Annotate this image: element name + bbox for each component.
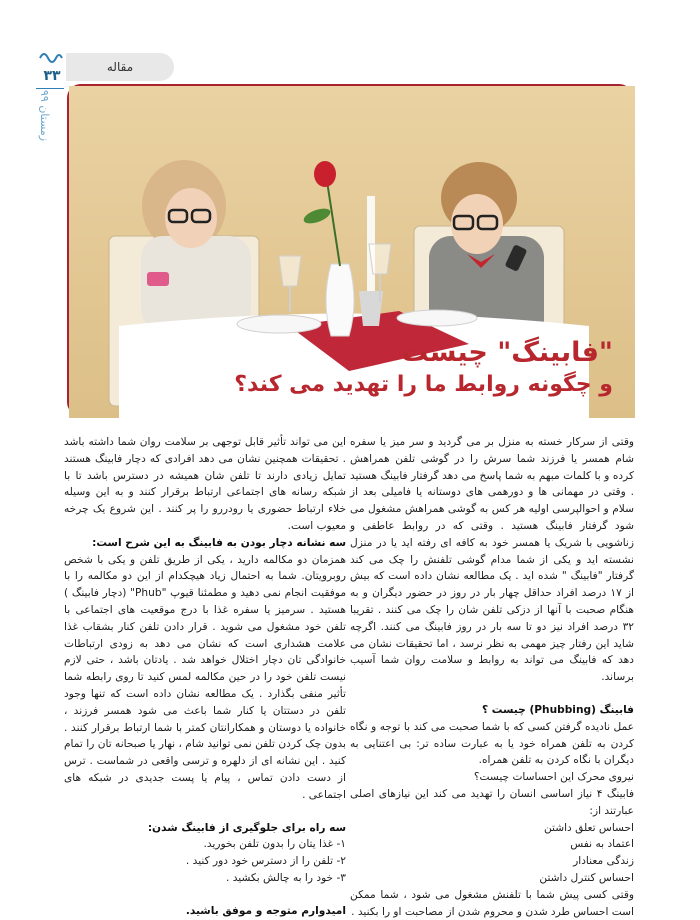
- list-item: ۳- خود را به چالش بکشید .: [225, 871, 346, 884]
- subheading: سه نشانه دچار بودن به فابینگ به این شرح است:: [92, 536, 346, 549]
- paragraph: همزمان دو مکالمه دارید ، یکی از طریق تلفن و یکی با شخص روبرویتان. شما به احتمال زیاد هیچکدام از این دو مکالمه را با موفقیت انجام نمی دهید و مطمئنا قیوپ "Phub" (دچار فابینگ ) هستید . سرمیز یا سفره غذا با درج موقعیت های اجتماعی با تلفن خود مشغول می شوید . قرار دادن تلفن کنار بشقاب غذا علامت هشداری است که نشان می دهد به زودی ارتباطات خانوادگی تان دچار اختلال خواهد شد . یادتان باشد ، حتی لازم نیست تلفن خود را در حین مکالمه لمس کنید تا روی رابطه شما تأثیر منفی بگذارد . یک مطالعه نشان داده است که تنها وجود تلفن در دستتان یا کنار شما باعث می شود همسر فرزند ، خانواده یا دوستان و همکارانتان کمتر با شما ارتباط برقرار کنند . بدون چک کردن تلفن نمی توانید شام ، نهار یا صبحانه تان را تمام کنید . این نشانه ای از دلهره و ترسی واقعی در شماست . ترس از دست دادن تماس ، پیام یا پست جدیدی در شبکه های اجتماعی .: [64, 553, 347, 801]
- page-number: ۳۳: [43, 68, 61, 84]
- headline-line-1: "فابینگ" چیست: [401, 337, 613, 368]
- section-label: مقاله: [66, 53, 174, 81]
- closing-line: امیدوارم متوجه و موفق باشید.: [185, 904, 346, 917]
- list-item: اعتماد به نفس: [570, 838, 634, 851]
- paragraph: فابینگ ۴ نیاز اساسی انسان را تهدید می کند این نیازهای اصلی عبارتند از:: [350, 787, 635, 817]
- magazine-logo-icon: [38, 48, 64, 62]
- list-item: احساس تعلق داشتن: [543, 821, 634, 834]
- paragraph: این می تواند تأثیر قابل توجهی بر سلامت روان شما داشته باشد . تحقیقات همچنین نشان می دهد افرادی که دچار فابینگ هستند تمایل زیادی دارند تا تلفن شان همیشه در دسترس باشد تا با شبکه رسانه های اجتماعی ارتباط برقرار کنند و به این وسیله خلاء ارتباط حضوری یا رودررو را پر کنند . این شروع یک چرخه معیوب است.: [64, 436, 346, 532]
- issue-date: زمستان ۹۹: [38, 90, 51, 142]
- article-column-left: [64, 434, 346, 920]
- article-column-right: [350, 434, 634, 920]
- subheading: فابینگ (Phubbing) چیست ؟: [481, 703, 634, 716]
- list-item: احساس کنترل داشتن: [539, 871, 634, 884]
- hero-image: [67, 84, 633, 416]
- list-item: زندگی معنادار: [573, 855, 634, 868]
- list-item: ۱- غذا یتان را بدون تلفن بخورید.: [203, 838, 346, 851]
- paragraph: نیروی محرک این احساسات چیست؟: [473, 771, 634, 784]
- page-number-rule: [36, 88, 64, 89]
- paragraph: وقتی از سرکار خسته به منزل بر می گردید و سر میز یا سفره شام همسر یا فرزند شما سرش را در گوشی تلفن همراهش کرده و با کلمات مبهم به شما پاسخ می دهد گرفتار فابینگ هستید . وقتی در مهمانی ها و دورهمی های دوستانه یا فامیلی بعد از سلام و احوالپرسی اولیه هر کس به گوشی همراهش مشغول می شود گرفتار فابینگ هستید . وقتی که در روابط عاطفی و زناشویی با شریک یا همسر خود به کافه ای رفته اید یا در منزل نشسته اید و یکی از شما مدام گوشی تلفنش را چک می کند گرفتار "فابینگ " شده اید . یک مطالعه نشان داده است که بیش از ۱۷ درصد افراد حداقل چهار بار در روز در حضور دیگران و به هنگام صحبت با آنها از دزکی تلفن شان را چک می کنند . تقریبا ۳۲ درصد افراد نیز دو تا سه بار در روز فابینگ می کنند. اگرچه شاید این رفتار چیز مهمی به نظر نرسد ، اما تحقیقات نشان می دهد که فابینگ می تواند به روابط و سلامت روان شما آسیب برساند.: [350, 436, 634, 684]
- headline-line-2: و چگونه روابط ما را تهدید می کند؟: [234, 372, 613, 397]
- side-rail: [0, 0, 70, 900]
- paragraph: عمل نادیده گرفتن کسی که با شما صحبت می کند با توجه و نگاه کردن به تلفن همراه خود یا به عبارت ساده تر: بی اعتنایی به دیگران با نگاه کردن به تلفن همراه.: [350, 720, 634, 767]
- article-headline: [234, 336, 613, 400]
- list-item: ۲- تلفن را از دسترس خود دور کنید .: [185, 855, 346, 868]
- paragraph: وقتی کسی پیش شما با تلفنش مشغول می شود ، شما ممکن است احساس طرد شدن و محروم شدن از مصاحبت او را بکنید .: [350, 888, 634, 918]
- subheading: سه راه برای جلوگیری از فابینگ شدن:: [147, 821, 346, 834]
